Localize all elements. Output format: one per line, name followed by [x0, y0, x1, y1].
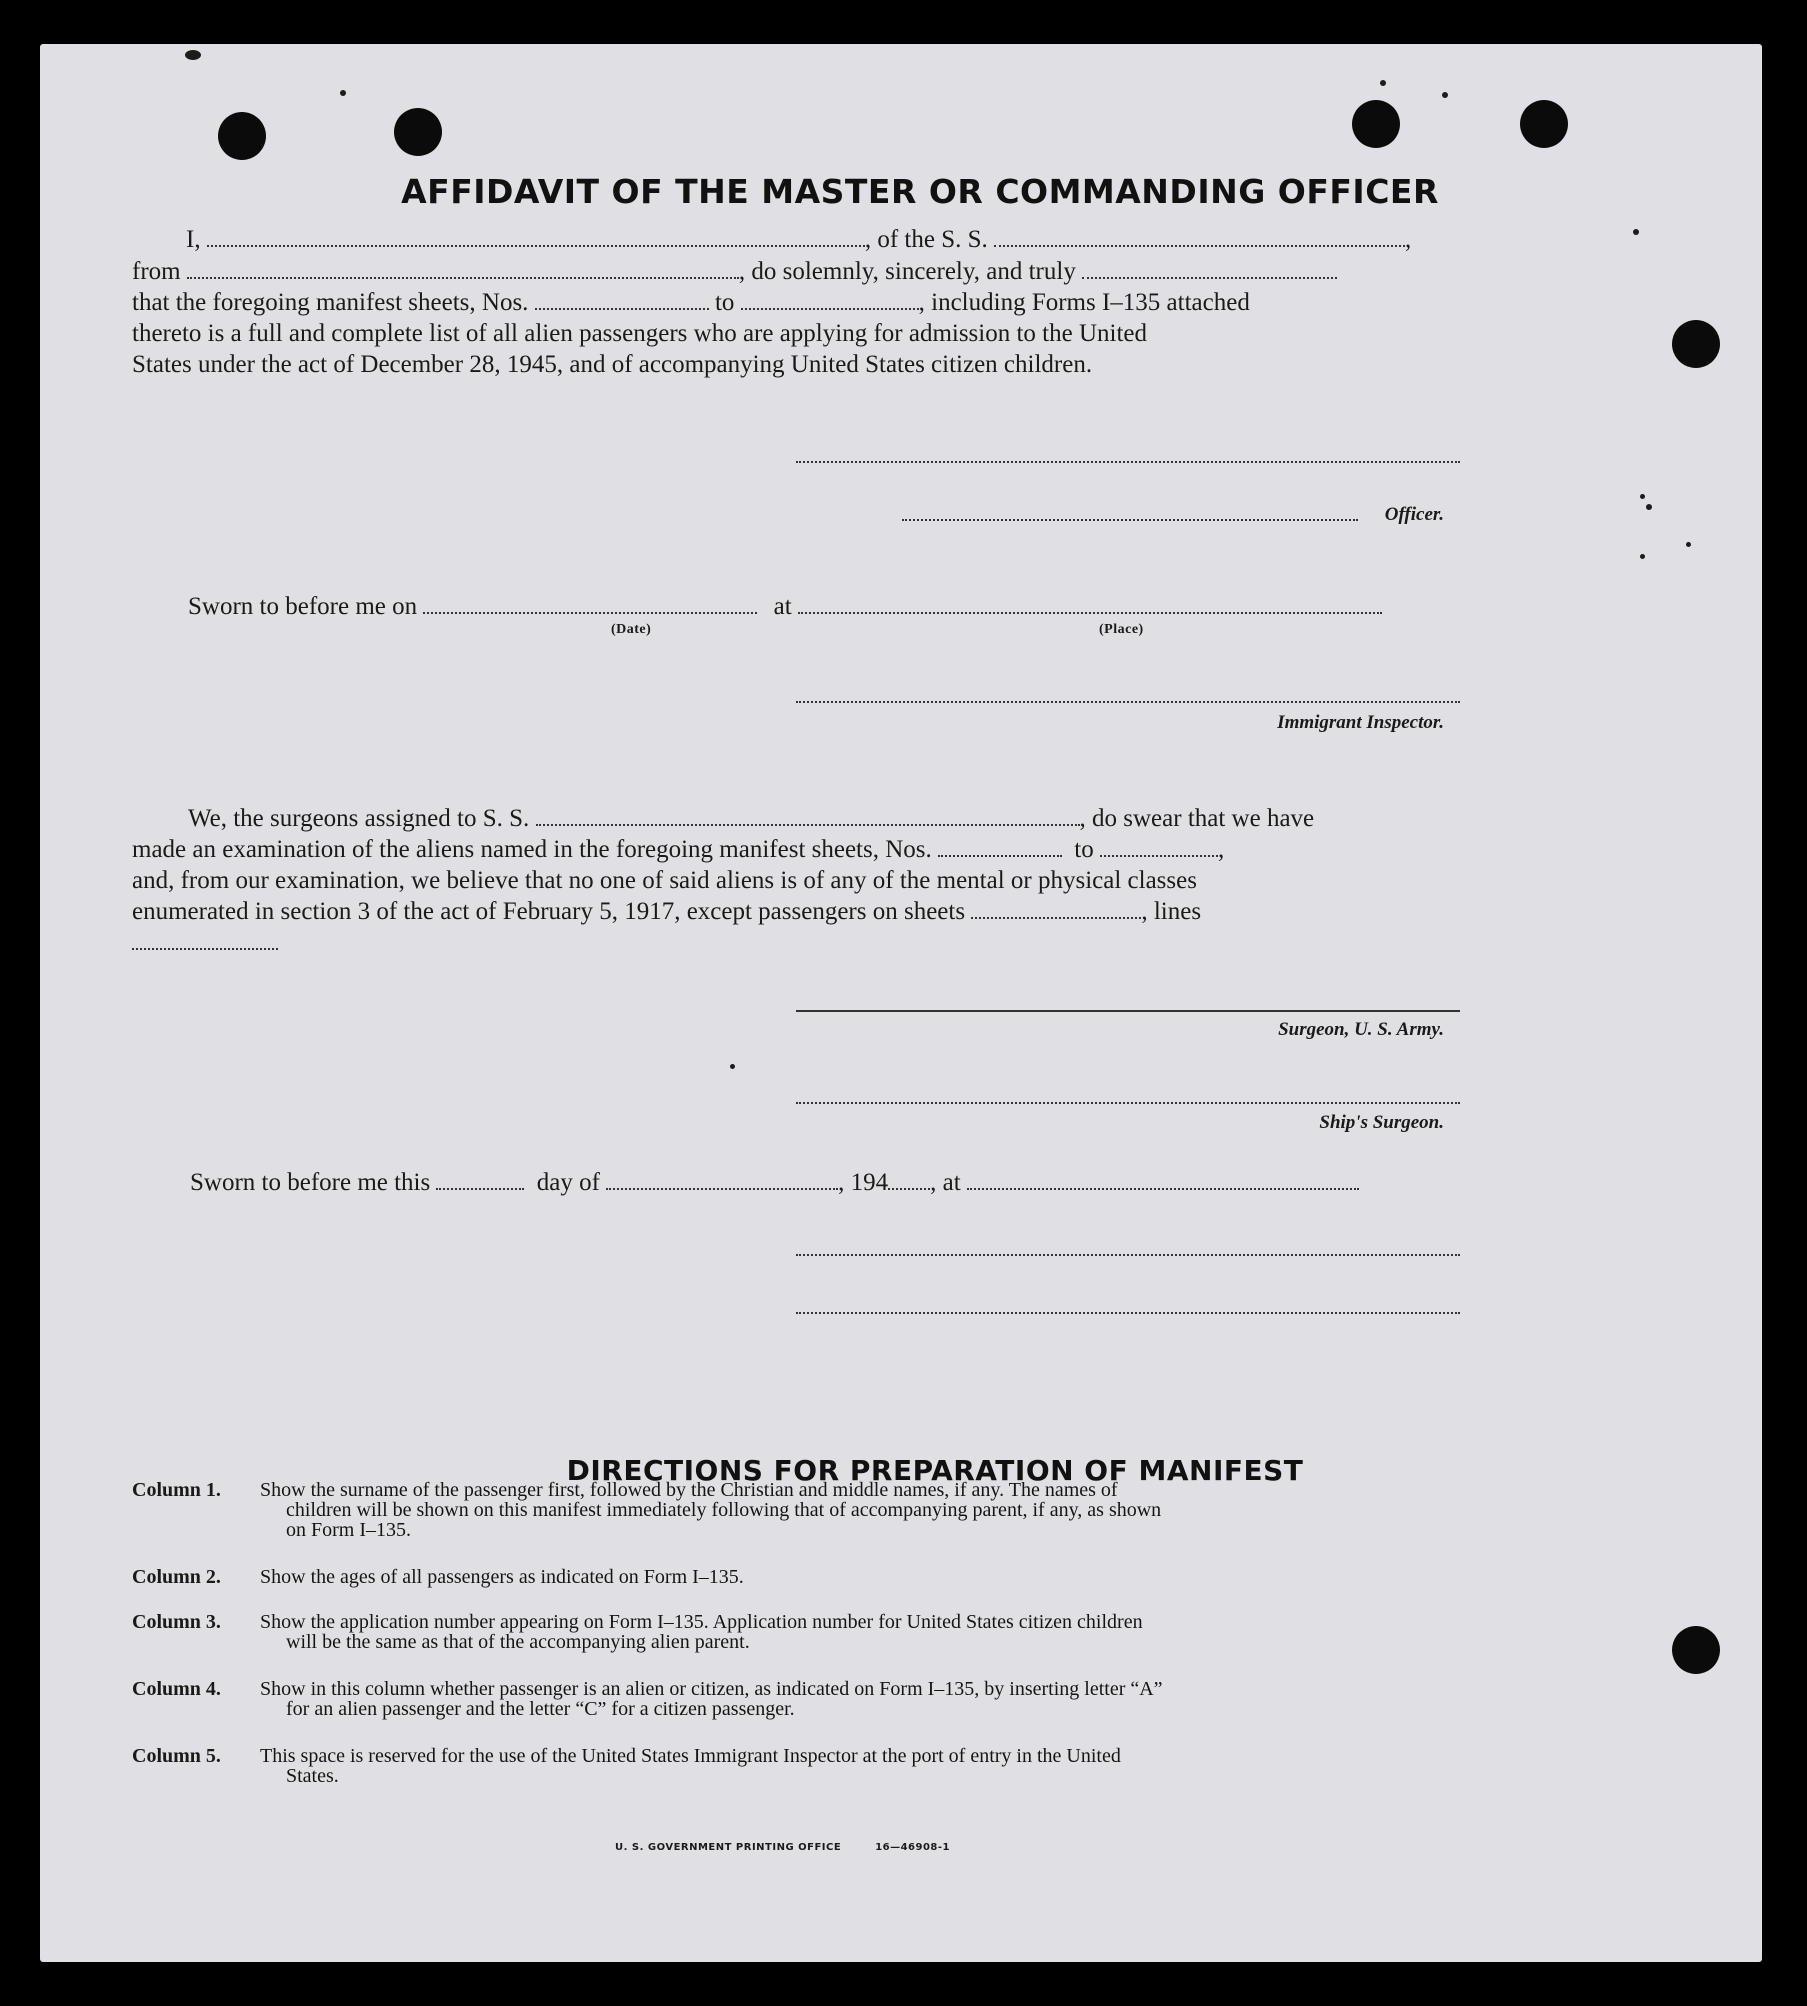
punch-hole: [394, 108, 442, 156]
text: from: [132, 258, 181, 285]
text: made an examination of the aliens named in the foregoing manifest sheets, Nos.: [132, 836, 932, 863]
sheet-from-field[interactable]: [535, 290, 709, 310]
text: children will be shown on this manifest immediately following that of accompanying parent, if any, as shown: [286, 1499, 1162, 1521]
sworn-signature-line-2[interactable]: [796, 1312, 1460, 1314]
affidavit-line-4: thereto is a full and complete list of all alien passengers who are applying for admission to the United: [132, 320, 1148, 347]
column-text: [260, 1679, 1502, 1719]
speck: [1640, 494, 1645, 499]
punch-hole: [1520, 100, 1568, 148]
text: I,: [186, 226, 201, 253]
date-caption: (Date): [611, 622, 652, 637]
text: , lines: [1141, 898, 1202, 925]
printer-footer: [615, 1842, 950, 1853]
speck: [730, 1064, 735, 1069]
affidavit-line-3: [132, 288, 1502, 318]
column-label: Column 1.: [132, 1479, 221, 1501]
form-code: 16—46908-1: [875, 1842, 951, 1853]
text: , do solemnly, sincerely, and truly: [738, 258, 1076, 285]
affidavit-line-5: States under the act of December 28, 1945, and of accompanying United States citizen children.: [132, 351, 1093, 378]
sheet-to-field[interactable]: [741, 290, 919, 310]
month-field[interactable]: [606, 1170, 838, 1190]
text: to: [714, 289, 735, 316]
day-field[interactable]: [436, 1170, 524, 1190]
ship-surgeon-signature-line[interactable]: [796, 1102, 1460, 1104]
speck: [185, 50, 201, 60]
text: enumerated in section 3 of the act of February 5, 1917, except passengers on sheets: [132, 898, 966, 925]
text: , at: [930, 1169, 961, 1196]
officer-signature-line-1[interactable]: [796, 461, 1460, 463]
year-field[interactable]: [888, 1170, 930, 1190]
officer-signature-line-2[interactable]: [902, 519, 1358, 521]
army-surgeon-label: Surgeon, U. S. Army.: [1278, 1019, 1444, 1040]
army-surgeon-signature-line[interactable]: [796, 1010, 1460, 1012]
surgeon-line-4: [132, 897, 1502, 927]
text: Show the application number appearing on Form I–135. Application number for United States citizen children: [260, 1611, 1143, 1633]
text: ,: [1405, 226, 1412, 253]
page-title: AFFIDAVIT OF THE MASTER OR COMMANDING OFFICER: [401, 172, 1439, 211]
punch-hole: [1672, 320, 1720, 368]
speck: [1640, 554, 1645, 559]
ship-surgeon-label: Ship's Surgeon.: [1319, 1112, 1444, 1133]
text: This space is reserved for the use of the United States Immigrant Inspector at the port of entry in the United: [260, 1745, 1121, 1767]
column-label: Column 4.: [132, 1678, 221, 1700]
speck: [1380, 80, 1386, 86]
punch-hole: [1672, 1626, 1720, 1674]
surgeon-sheet-to-field[interactable]: [1100, 837, 1218, 857]
speck: [340, 90, 346, 96]
officer-label: Officer.: [1384, 504, 1444, 525]
text: to: [1074, 836, 1094, 863]
text: Show the surname of the passenger first, followed by the Christian and middle names, if any. The names of: [260, 1479, 1118, 1501]
name-field[interactable]: [207, 227, 865, 247]
place-field[interactable]: [798, 594, 1382, 614]
text: will be the same as that of the accompanying alien parent.: [286, 1631, 750, 1653]
except-sheets-field[interactable]: [971, 899, 1141, 919]
sworn-place-field[interactable]: [967, 1170, 1359, 1190]
text: Sworn to before me on: [188, 593, 418, 620]
text: ,: [1217, 836, 1225, 863]
text: , including Forms I–135 attached: [918, 289, 1250, 316]
inspector-signature-line[interactable]: [796, 701, 1460, 703]
column-text: [260, 1480, 1502, 1540]
column-text: [260, 1567, 1502, 1587]
surgeon-sheet-from-field[interactable]: [938, 837, 1062, 857]
ship-name-field[interactable]: [994, 227, 1405, 247]
inspector-label: Immigrant Inspector.: [1277, 712, 1444, 733]
affidavit-line-1: [186, 225, 1502, 255]
surgeon-line-3: and, from our examination, we believe that no one of said aliens is of any of the mental or physical classes: [132, 867, 1197, 894]
punch-hole: [218, 112, 266, 160]
text: States.: [286, 1765, 339, 1787]
sworn-signature-line-1[interactable]: [796, 1254, 1460, 1256]
column-text: [260, 1746, 1502, 1786]
oath-field[interactable]: [1082, 259, 1337, 279]
sworn-line-2: [190, 1168, 1502, 1198]
sworn-line-1: [188, 592, 1498, 622]
text: that the foregoing manifest sheets, Nos.: [132, 289, 529, 316]
date-field[interactable]: [423, 594, 757, 614]
speck: [1633, 229, 1639, 235]
text: Show in this column whether passenger is an alien or citizen, as indicated on Form I–135, by inserting letter “A”: [260, 1678, 1163, 1700]
column-label: Column 5.: [132, 1745, 221, 1767]
text: Show the ages of all passengers as indicated on Form I–135.: [260, 1566, 744, 1588]
text: on Form I–135.: [286, 1519, 411, 1541]
affidavit-line-2: [132, 257, 1502, 287]
printer-name: U. S. GOVERNMENT PRINTING OFFICE: [615, 1842, 842, 1853]
column-text: [260, 1612, 1502, 1652]
surgeon-line-2: [132, 835, 1502, 865]
surgeon-ship-field[interactable]: [536, 806, 1080, 826]
column-label: Column 3.: [132, 1611, 221, 1633]
column-label: Column 2.: [132, 1566, 221, 1588]
speck: [1646, 504, 1652, 510]
speck: [1686, 542, 1691, 547]
port-from-field[interactable]: [187, 259, 739, 279]
place-caption: (Place): [1099, 622, 1144, 637]
surgeon-line-1: [188, 804, 1502, 834]
text: , do swear that we have: [1079, 805, 1315, 832]
text: , 194: [838, 1169, 889, 1196]
punch-hole: [1352, 100, 1400, 148]
text: We, the surgeons assigned to S. S.: [188, 805, 530, 832]
directions-title: DIRECTIONS FOR PREPARATION OF MANIFEST: [566, 1454, 1304, 1487]
text: for an alien passenger and the letter “C” for a citizen passenger.: [286, 1698, 795, 1720]
text: Sworn to before me this: [190, 1169, 431, 1196]
text: at: [773, 593, 792, 620]
document-page: [40, 44, 1762, 1962]
lines-field[interactable]: [132, 948, 278, 950]
speck: [1442, 92, 1448, 98]
text: , of the S. S.: [864, 226, 988, 253]
text: day of: [536, 1169, 600, 1196]
